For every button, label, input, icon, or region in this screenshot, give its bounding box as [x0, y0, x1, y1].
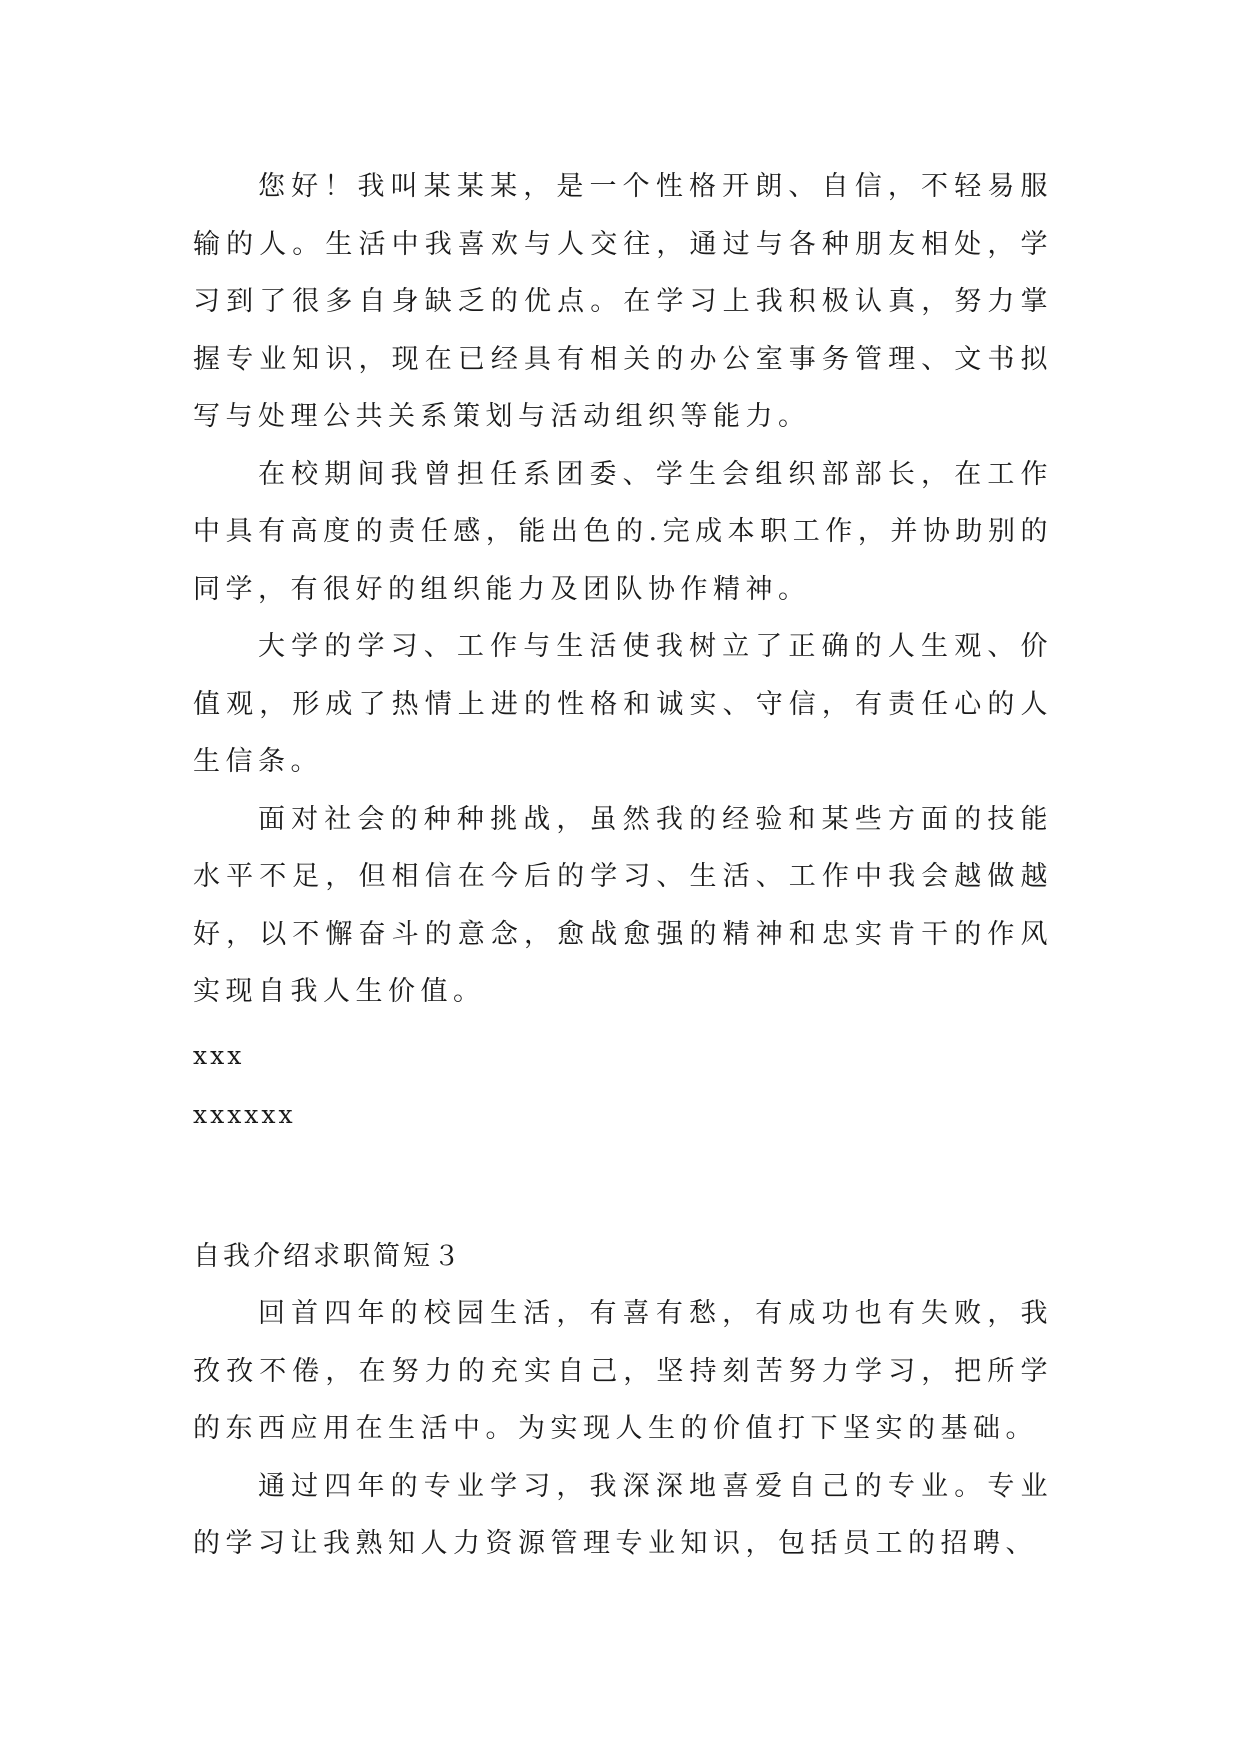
- document-body: [193, 158, 1053, 1573]
- signature-date: xxxxxx: [193, 1100, 296, 1129]
- signature-name: xxx: [193, 1040, 245, 1070]
- paragraph-campus-roles: 在校期间我曾担任系团委、学生会组织部部长，在工作中具有高度的责任感，能出色的.完成本职工作，并协助别的同学，有很好的组织能力及团队协作精神。: [193, 458, 1053, 605]
- paragraph-challenges: 面对社会的种种挑战，虽然我的经验和某些方面的技能水平不足，但相信在今后的学习、生活、工作中我会越做越好，以不懈奋斗的意念，愈战愈强的精神和忠实肯干的作风实现自我人生价值。: [193, 803, 1053, 1007]
- paragraph-values: 大学的学习、工作与生活使我树立了正确的人生观、价值观，形成了热情上进的性格和诚实、守信，有责任心的人生信条。: [193, 631, 1053, 777]
- section-title: 自我介绍求职简短３: [193, 1240, 463, 1272]
- paragraph-intro: 您好！我叫某某某，是一个性格开朗、自信，不轻易服输的人。生活中我喜欢与人交往，通过与各种朋友相处，学习到了很多自身缺乏的优点。在学习上我积极认真，努力掌握专业知识，现在已经具有相关的办公室事务管理、文书拟写与处理公共关系策划与活动组织等能力。: [193, 171, 1053, 432]
- paragraph-major-study: 通过四年的专业学习，我深深地喜爱自己的专业。专业的学习让我熟知人力资源管理专业知识，包括员工的招聘、: [193, 1470, 1053, 1559]
- paragraph-campus-life: 回首四年的校园生活，有喜有愁，有成功也有失败，我孜孜不倦，在努力的充实自己，坚持刻苦努力学习，把所学的东西应用在生活中。为实现人生的价值打下坚实的基础。: [193, 1298, 1053, 1444]
